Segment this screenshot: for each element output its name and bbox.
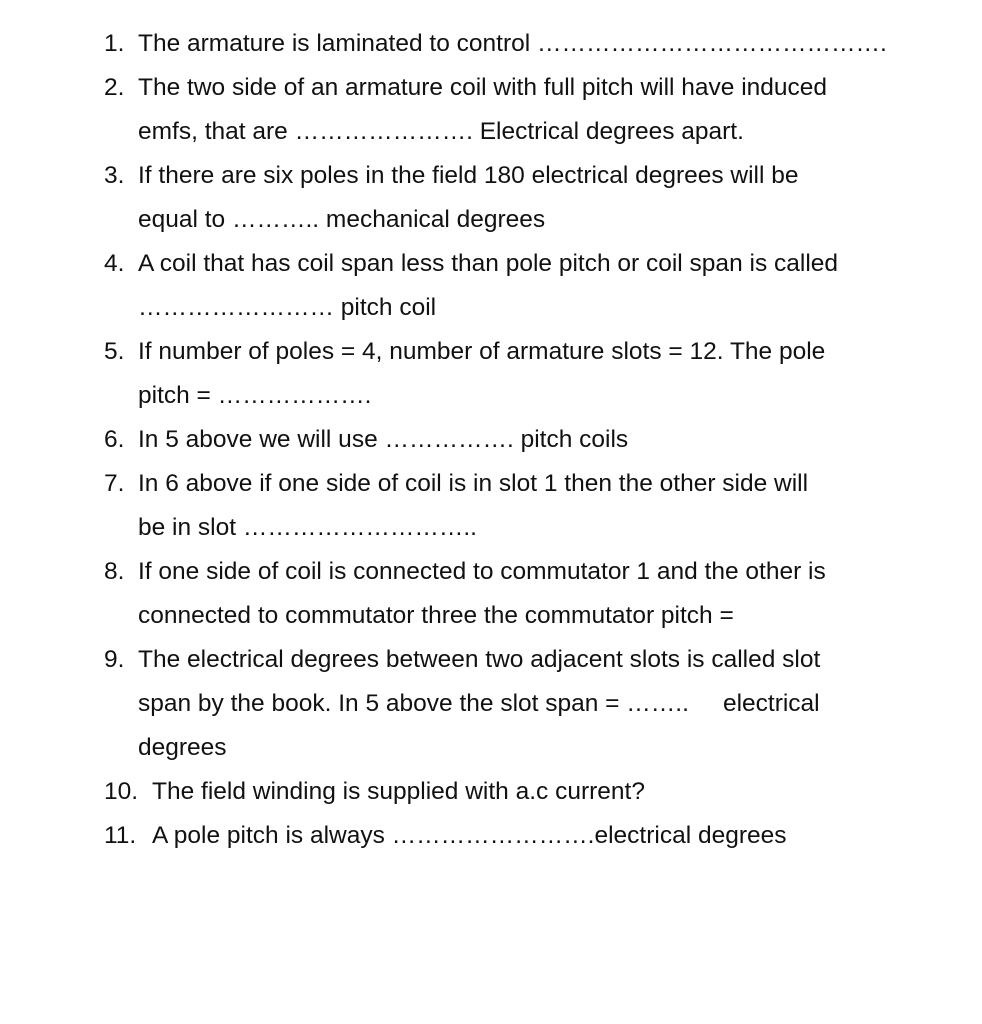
question-line: The armature is laminated to control …………………………………….: [138, 30, 887, 57]
question-number: 9.: [104, 646, 125, 673]
question-number: 10.: [104, 778, 139, 805]
question-item-6: [104, 418, 934, 462]
question-number: 11.: [104, 822, 137, 849]
question-number: 1.: [104, 30, 125, 57]
question-text: [138, 550, 934, 638]
question-item-2: [104, 66, 934, 154]
question-item-9: [104, 638, 934, 770]
question-line: degrees: [138, 734, 227, 761]
question-line: equal to ……….. mechanical degrees: [138, 206, 546, 233]
question-text: [138, 242, 934, 330]
question-number: 6.: [104, 426, 125, 453]
question-line: span by the book. In 5 above the slot span = …….. electrical: [138, 690, 820, 717]
question-item-4: [104, 242, 934, 330]
question-number: 8.: [104, 558, 125, 585]
question-item-8: [104, 550, 934, 638]
question-line: connected to commutator three the commutator pitch =: [138, 602, 734, 629]
question-line: …………………… pitch coil: [138, 294, 437, 321]
question-line: If number of poles = 4, number of armature slots = 12. The pole: [138, 338, 826, 365]
question-text: [138, 418, 934, 462]
question-line: A pole pitch is always …………………….electrical degrees: [152, 822, 787, 849]
question-text: [138, 462, 934, 550]
question-line: If one side of coil is connected to commutator 1 and the other is: [138, 558, 826, 585]
question-number: 5.: [104, 338, 125, 365]
question-number: 2.: [104, 74, 125, 101]
question-text: [138, 22, 934, 66]
question-line: The two side of an armature coil with full pitch will have induced: [138, 74, 828, 101]
question-line: emfs, that are …………………. Electrical degrees apart.: [138, 118, 744, 145]
question-text: [138, 330, 934, 418]
question-line: A coil that has coil span less than pole pitch or coil span is called: [138, 250, 839, 277]
question-item-10: [104, 770, 934, 814]
question-item-5: [104, 330, 934, 418]
question-line: be in slot ………………………..: [138, 514, 477, 541]
question-text: [138, 638, 934, 770]
question-item-11: [104, 814, 934, 858]
question-item-1: [104, 22, 934, 66]
question-text: [138, 154, 934, 242]
question-line: The electrical degrees between two adjacent slots is called slot: [138, 646, 821, 673]
question-line: pitch = ……………….: [138, 382, 372, 409]
question-text: [152, 814, 934, 858]
question-line: The field winding is supplied with a.c current?: [152, 778, 645, 805]
question-text: [152, 770, 934, 814]
question-list: [104, 22, 934, 858]
question-text: [138, 66, 934, 154]
question-number: 4.: [104, 250, 125, 277]
question-number: 7.: [104, 470, 125, 497]
question-line: In 6 above if one side of coil is in slot 1 then the other side will: [138, 470, 809, 497]
question-line: In 5 above we will use ……………. pitch coils: [138, 426, 629, 453]
question-item-3: [104, 154, 934, 242]
question-line: If there are six poles in the field 180 electrical degrees will be: [138, 162, 799, 189]
question-item-7: [104, 462, 934, 550]
question-number: 3.: [104, 162, 125, 189]
